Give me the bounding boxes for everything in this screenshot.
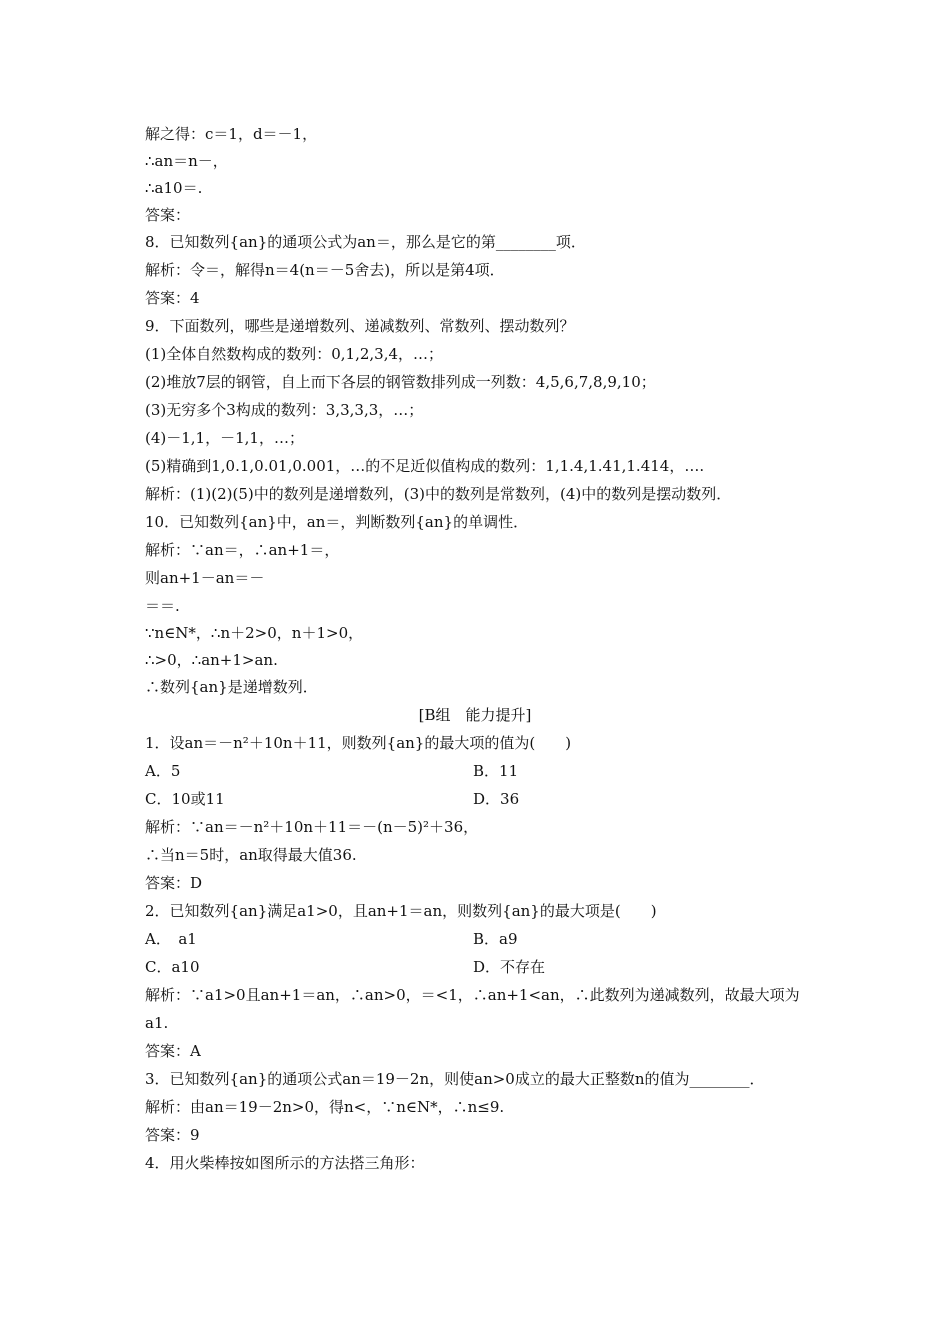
solution-line: ∴数列{an}是递增数列． [145,678,318,696]
option-d: D．不存在 [473,958,546,976]
question-item: (3)无穷多个3构成的数列：3,3,3,3，…； [145,401,424,419]
solution-line: 解之得：c＝1，d＝－1， [145,125,318,143]
solution-line: a1. [145,1014,169,1032]
solution-line: 解析：∵an＝－n²＋10n＋11＝－(n－5)²＋36， [145,818,479,836]
question-9: 9．下面数列，哪些是递增数列、递减数列、常数列、摆动数列？ [145,317,575,335]
solution-line: 解析：由an＝19－2n>0，得n<，∵n∈N*，∴n≤9. [145,1098,505,1116]
solution-line: 则an+1－an＝－ [145,569,265,587]
solution-line: ∴>0，∴an+1>an. [145,651,278,669]
option-d: D．36 [473,790,520,808]
question-item: (5)精确到1,0.1,0.01,0.001，…的不足近似值构成的数列：1,1.4,1.41,1.414，…. [145,457,705,475]
question-b1: 1．设an＝－n²＋10n＋11，则数列{an}的最大项的值为( ) [145,734,572,752]
option-c: C．10或11 [145,790,225,808]
option-a: A．5 [145,762,181,780]
question-10: 10．已知数列{an}中，an＝，判断数列{an}的单调性． [145,513,529,531]
option-c: C．a10 [145,958,200,976]
solution-line: ∴a10＝. [145,179,203,197]
answer-line: 答案：A [145,1042,201,1060]
question-item: (2)堆放7层的钢管，自上而下各层的钢管数排列成一列数：4,5,6,7,8,9,10； [145,373,656,391]
solution-line: ＝＝. [145,597,180,615]
question-b2: 2．已知数列{an}满足a1>0，且an+1＝an，则数列{an}的最大项是( ) [145,902,657,920]
section-title: [B组 能力提升] [418,706,532,724]
question-item: (4)－1,1，－1,1，…； [145,429,304,447]
solution-line: 解析：∵an＝，∴an+1＝， [145,541,340,559]
solution-line: ∴当n＝5时，an取得最大值36. [145,846,357,864]
solution-line: 解析：(1)(2)(5)中的数列是递增数列，(3)中的数列是常数列，(4)中的数列是摆动数列． [145,485,732,503]
question-b3: 3．已知数列{an}的通项公式an＝19－2n，则使an>0成立的最大正整数n的值为________． [145,1070,765,1088]
solution-line: 解析：∵a1>0且an+1＝an，∴an>0，＝<1，∴an+1<an，∴此数列为递减数列，故最大项为 [145,986,800,1004]
solution-line: ∴an＝n－， [145,152,228,170]
question-item: (1)全体自然数构成的数列：0,1,2,3,4，…； [145,345,444,363]
answer-line: 答案：4 [145,289,200,307]
option-b: B．11 [473,762,519,780]
answer-line: 答案：9 [145,1126,200,1144]
solution-line: 解析：令＝，解得n＝4(n＝－5舍去)，所以是第4项． [145,261,505,279]
solution-line: ∵n∈N*，∴n＋2>0，n＋1>0， [145,624,364,642]
option-b: B．a9 [473,930,518,948]
option-a: A． a1 [145,930,197,948]
answer-line: 答案： [145,206,191,224]
question-8: 8．已知数列{an}的通项公式为an＝，那么是它的第________项． [145,233,586,251]
question-b4: 4．用火柴棒按如图所示的方法搭三角形： [145,1154,425,1172]
answer-line: 答案：D [145,874,203,892]
